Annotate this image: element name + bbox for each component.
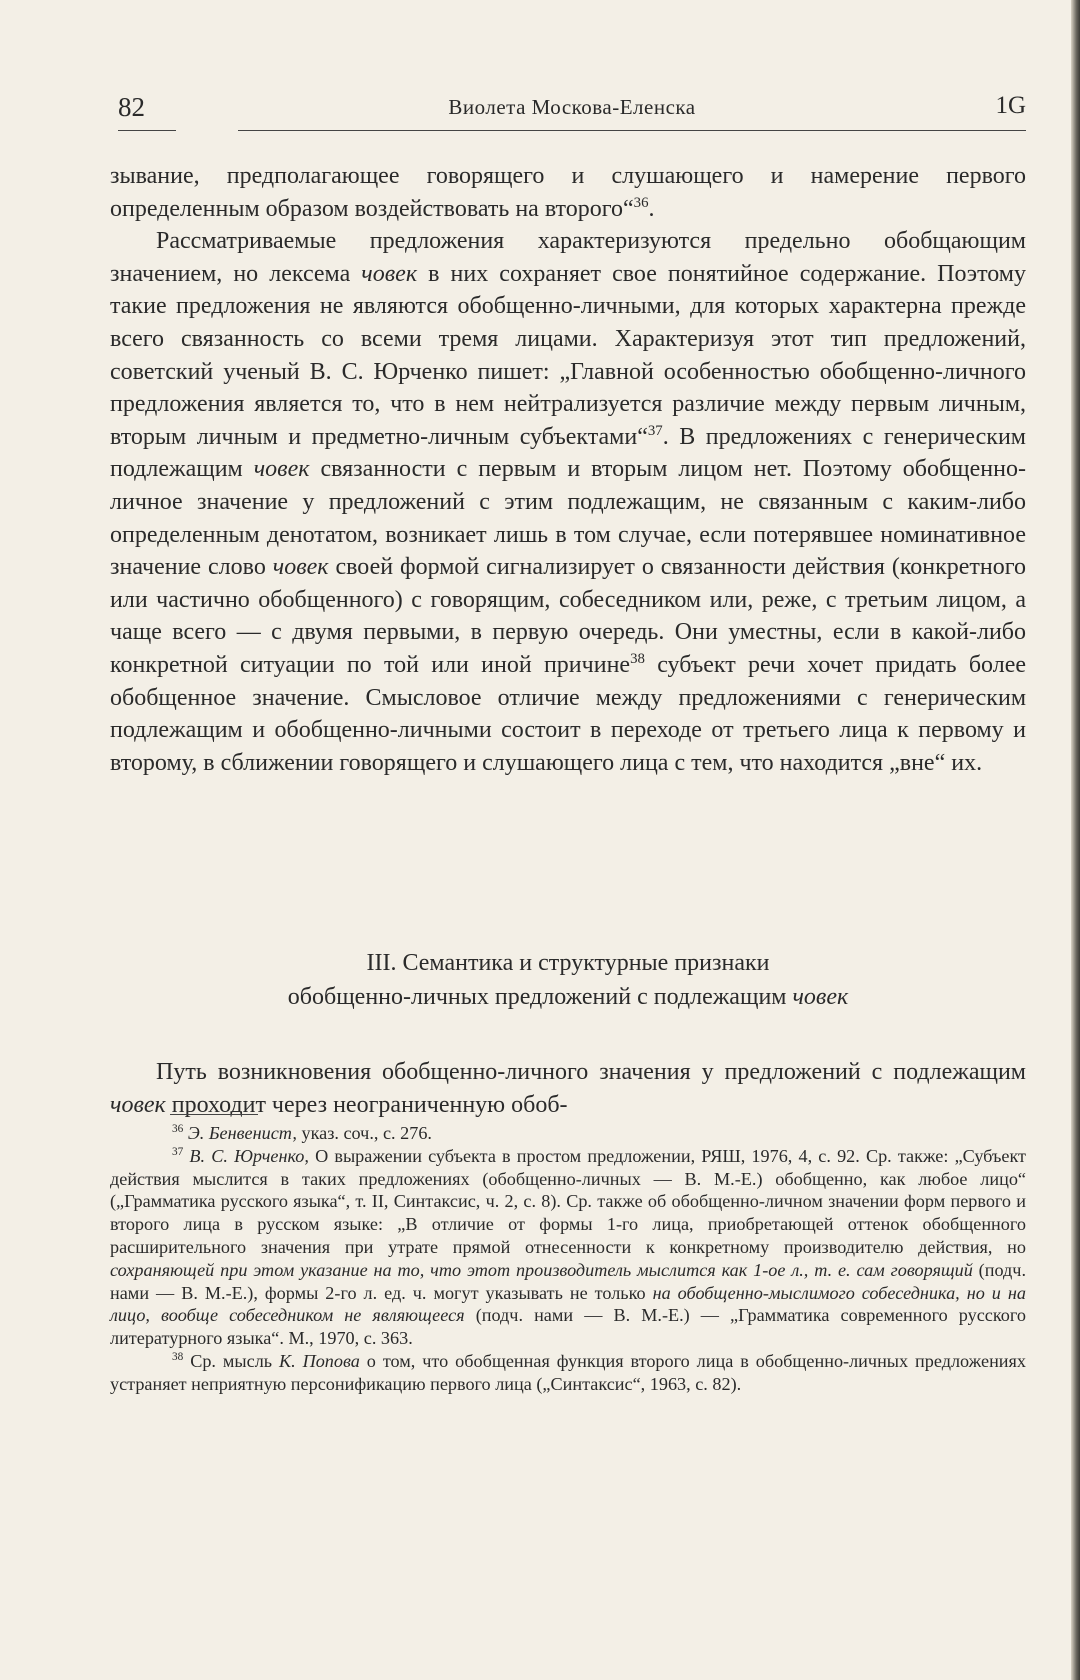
footnote-rule bbox=[170, 1114, 258, 1115]
page-code: 1G bbox=[995, 92, 1026, 119]
footnote-37: $^{37}$ В. С. Юрченко, О выражении субъекта в простом предложении, РЯШ, 1976, 4, с. 92. Ср. также: „Субъект действия мыслится в таких предложениях (обобщенно-личных — В. М.-Е.) обобщенно, как любое лицо“ („Грамматика русского языка“, т. II, Синтаксис, ч. 2, с. 8). Ср. также об обобщенно-личном значении форм первого и второго лица в русском языке: „В отличие от формы 1-го лица, приобретающей оттенок обобщенного расширительного значения при утрате прямой отнесенности к конкретному производителю действия, но сохраняющей при этом указание на то, что этот производитель мыслится как 1-ое л., т. е. сам говорящий (подч. нами — В. М.-Е.), формы 2-го л. ед. ч. могут указывать не только на обобщенно-мыслимого собеседника, но и на лицо, вообще собеседником не являющееся (подч. нами — В. М.-Е.) — „Грамматика современного русского литературного языка“. М., 1970, с. 363. bbox=[110, 1145, 1026, 1349]
paragraph-2: Рассматриваемые предложения характеризуются предельно обобщающим значением, но лексема човек в них сохраняет свое понятийное содержание. Поэтому такие предложения не являются обобщенно-личными, для которых характерна прежде всего связанность со всеми тремя лицами. Характеризуя этот тип предложений, советский ученый В. С. Юрченко пишет: „Главной особенностью обобщенно-личного предложения является то, что в нем нейтрализуется различие между первым личным, вторым личным и предметно-личным субъектами“$^{37}$. В предложениях с генерическим подлежащим човек связанности с первым и вторым лицом нет. Поэтому обобщенно-личное значение у предложений с этим подлежащим, не связанным с каким-либо определенным денотатом, возникает лишь в том случае, если потерявшее номинативное значение слово човек своей формой сигнализирует о связанности действия (конкретного или частично обобщенного) с говорящим, собеседником или, реже, с третьим лицом, а чаще всего — с двумя первыми, в первую очередь. Они уместны, если в какой-либо конкретной ситуации по той или иной причине$^{38}$ субъект речи хочет придать более обобщенное значение. Смысловое отличие между предложениями с генерическим подлежащим и обобщенно-личными состоит в переходе от третьего лица к первому и второму, в сближении говорящего и слушающего лица с тем, что находится „вне“ их. bbox=[110, 228, 1026, 776]
page-header bbox=[118, 92, 1026, 126]
section-heading-line-1: III. Семантика и структурные признаки bbox=[366, 950, 770, 976]
page-edge bbox=[1071, 0, 1080, 1680]
footnotes bbox=[110, 1122, 1026, 1396]
footnote-ref-38: 38 bbox=[630, 650, 645, 667]
footnote-ref-36: 36 bbox=[633, 194, 649, 211]
paragraph-1: зывание, предполагающее говорящего и слушающего и намерение первого определенным образом воздействовать на второго“$^{36}$. bbox=[110, 163, 1026, 222]
paragraph-3: Путь возникновения обобщенно-личного значения у предложений с подлежащим човек проходит через неограниченную обоб- bbox=[110, 1059, 1026, 1118]
footnote-36: $^{36}$ Э. Бенвенист, указ. соч., с. 276. bbox=[172, 1122, 432, 1143]
running-head: Виолета Москова-Еленска bbox=[448, 95, 696, 119]
footnote-ref-37: 37 bbox=[647, 422, 663, 439]
header-rule-gap bbox=[176, 128, 238, 133]
main-text bbox=[110, 160, 1026, 779]
header-rule bbox=[118, 130, 1026, 131]
section-heading bbox=[110, 946, 1026, 1014]
page-number: 82 bbox=[118, 92, 145, 122]
section-heading-line-2: обобщенно-личных предложений с подлежащим човек bbox=[287, 984, 849, 1010]
footnote-38: $^{38}$ Ср. мысль К. Попова о том, что обобщенная функция второго лица в обобщенно-личных предложениях устраняет неприятную персонификацию первого лица („Синтаксис“, 1963, с. 82). bbox=[110, 1350, 1026, 1394]
